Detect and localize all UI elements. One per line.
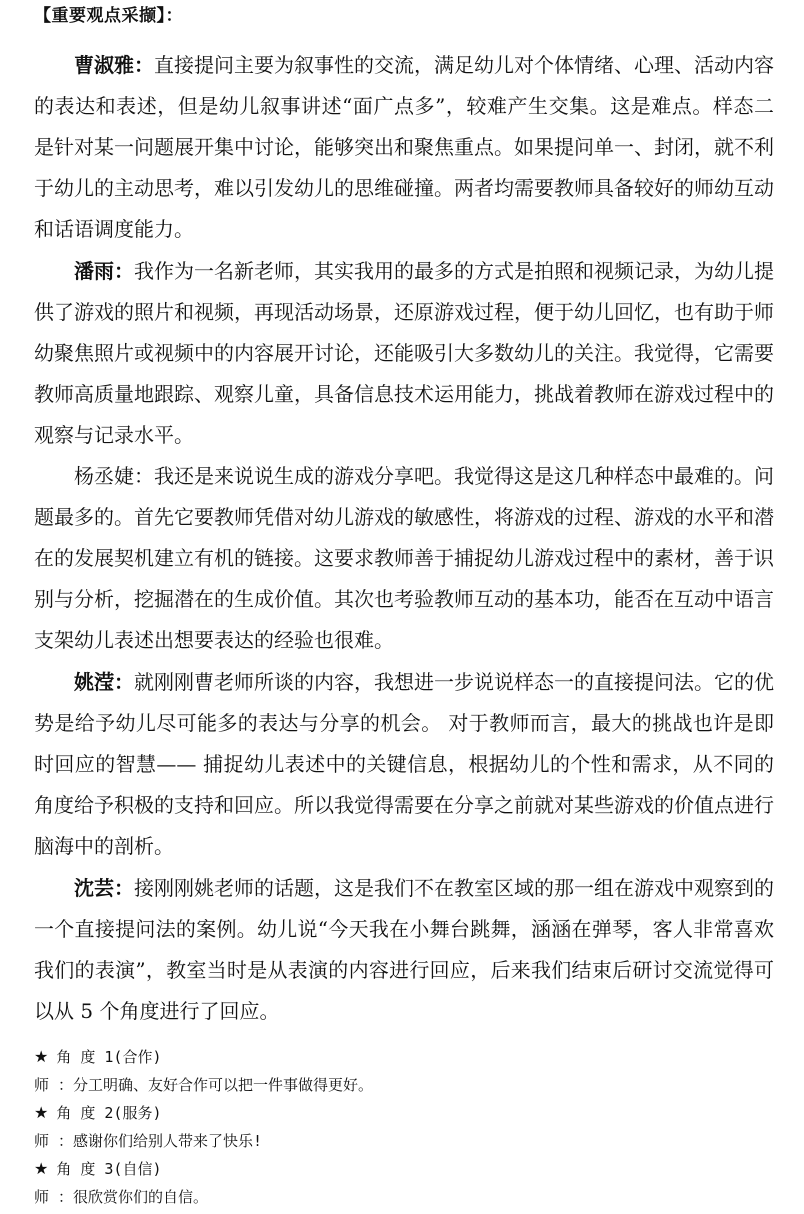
speaker-name: 姚滢 (74, 670, 114, 694)
speaker-name: 曹淑雅 (74, 53, 134, 77)
speaker-name: 杨丞婕 (74, 464, 134, 488)
paragraph-text: 接刚刚姚老师的话题，这是我们不在教室区域的那一组在游戏中观察到的一个直接提问法的案例。幼儿说“今天我在小舞台跳舞，涵涵在弹琴，客人非常喜欢我们的表演”，教室当时是从表演的内容进行回应，后来我们结束后研讨交流觉得可以从 5 个角度进行了回应。 (34, 876, 774, 1023)
paragraph-caoshuya (34, 45, 774, 250)
response-angle-list (34, 1043, 774, 1211)
speaker-separator: ： (134, 53, 154, 77)
paragraph-text: 我还是来说说生成的游戏分享吧。我觉得这是这几种样态中最难的。问题最多的。首先它要教师凭借对幼儿游戏的敏感性，将游戏的过程、游戏的水平和潜在的发展契机建立有机的链接。这要求教师善于捕捉幼儿游戏过程中的素材，善于识别与分析，挖掘潜在的生成价值。其次也考验教师互动的基本功，能否在互动中语言支架幼儿表述出想要表达的经验也很难。 (34, 464, 774, 652)
angle-item (34, 1155, 774, 1184)
paragraph-panyu (34, 251, 774, 456)
teacher-reply: 师 ：很欣赏你们的自信。 (34, 1187, 209, 1206)
angle-label: 角 度 3(自信) (56, 1160, 162, 1178)
section-heading: 【重要观点采撷】： (34, 6, 183, 26)
paragraph-text: 我作为一名新老师，其实我用的最多的方式是拍照和视频记录，为幼儿提供了游戏的照片和视频，再现活动场景，还原游戏过程，便于幼儿回忆，也有助于师幼聚焦照片或视频中的内容展开讨论，还能吸引大多数幼儿的关注。我觉得，它需要教师高质量地跟踪、观察儿童，具备信息技术运用能力，挑战着教师在游戏过程中的观察与记录水平。 (34, 259, 774, 447)
paragraph-text: 就刚刚曹老师所谈的内容，我想进一步说说样态一的直接提问法。它的优势是给予幼儿尽可能多的表达与分享的机会。 对于教师而言，最大的挑战也许是即时回应的智慧—— 捕捉幼儿表述中的关键信息，根据幼儿的个性和需求，从不同的角度给予积极的支持和回应。所以我觉得需要在分享之前就对某些游戏的价值点进行脑海中的剖析。 (34, 670, 774, 858)
angle-label: 角 度 2(服务) (56, 1104, 162, 1122)
teacher-reply: 师 ：分工明确、友好合作可以把一件事做得更好。 (34, 1075, 374, 1094)
paragraph-text: 直接提问主要为叙事性的交流，满足幼儿对个体情绪、心理、活动内容的表达和表述，但是幼儿叙事讲述“面广点多”，较难产生交集。这是难点。样态二是针对某一问题展开集中讨论，能够突出和聚焦重点。如果提问单一、封闭，就不利于幼儿的主动思考，难以引发幼儿的思维碰撞。两者均需要教师具备较好的师幼互动和话语调度能力。 (34, 53, 774, 241)
star-icon: ★ (34, 1047, 49, 1066)
teacher-reply: 师 ：感谢你们给别人带来了快乐! (34, 1131, 263, 1150)
paragraph-yaoying (34, 662, 774, 867)
speaker-name: 沈芸 (74, 876, 114, 900)
angle-label: 角 度 1(合作) (56, 1048, 162, 1066)
star-icon: ★ (34, 1103, 49, 1122)
paragraph-shenyun (34, 868, 774, 1032)
speaker-separator: ： (114, 876, 134, 900)
angle-item (34, 1099, 774, 1128)
speaker-separator: ： (114, 670, 134, 694)
speaker-name: 潘雨 (74, 259, 114, 283)
angle-item (34, 1043, 774, 1072)
speaker-separator: ： (114, 259, 134, 283)
star-icon: ★ (34, 1159, 49, 1178)
speaker-separator: ： (134, 464, 154, 488)
paragraph-yangchengjie (34, 456, 774, 661)
